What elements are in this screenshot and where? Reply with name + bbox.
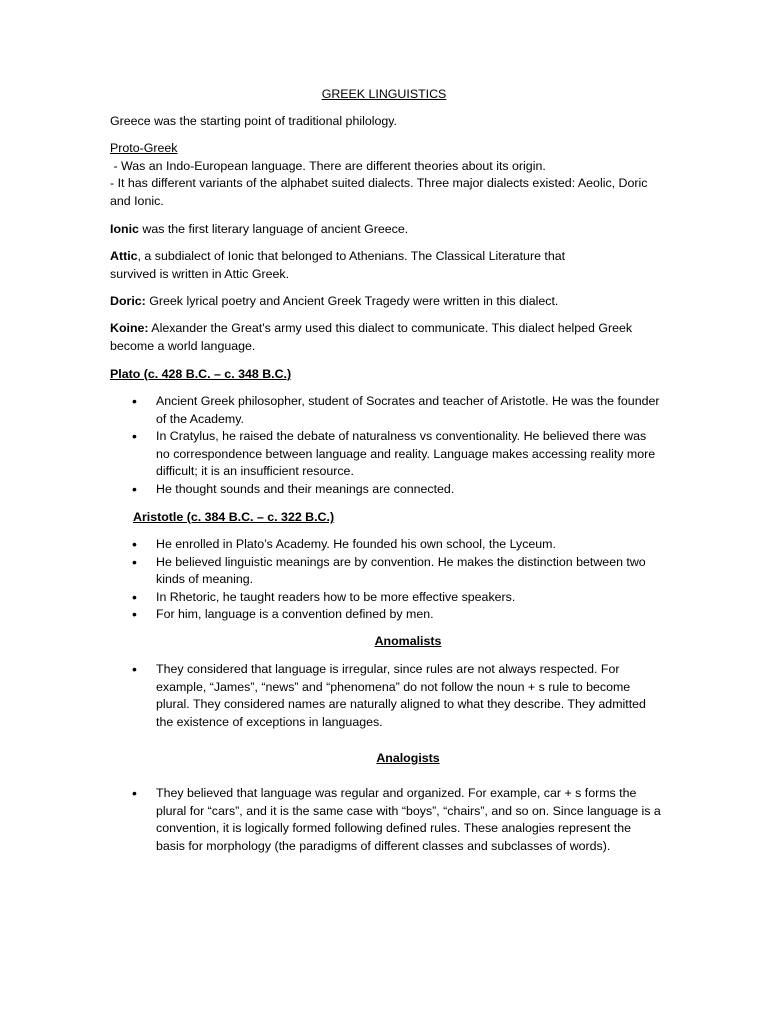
list-item: • In Rhetoric, he taught readers how to be more effective speakers. [156,589,661,607]
attic-paragraph [110,248,600,283]
ionic-text: was the first literary language of ancient Greece. [138,222,409,236]
analogists-heading: Analogists [376,751,440,765]
list-item: • Ancient Greek philosopher, student of Socrates and teacher of Aristotle. He was the founder of the Academy. [156,393,661,428]
list-item: • They considered that language is irregular, since rules are not always respected. For example, “James”, “news” and “phenomena” do not follow the noun + s rule to become plural. They considered names are naturally aligned to what they describe. They admitted the existence of exceptions in languages. [156,661,661,731]
doric-text: Greek lyrical poetry and Ancient Greek Tragedy were written in this dialect. [145,294,559,308]
ionic-term: Ionic [110,222,139,236]
anomalists-heading: Anomalists [374,634,442,648]
list-item: • He thought sounds and their meanings are connected. [156,481,661,499]
aristotle-list [156,536,661,624]
proto-greek-section [110,140,670,210]
list-item: • For him, language is a convention defined by men. [156,606,661,624]
proto-greek-line-2: - It has different variants of the alphabet suited dialects. Three major dialects existed: Aeolic, Doric and Ionic. [110,176,648,208]
proto-greek-heading: Proto-Greek [110,141,178,155]
koine-term: Koine: [110,321,149,335]
list-item: • He believed linguistic meanings are by convention. He makes the distinction between two kinds of meaning. [156,554,661,589]
document-title: GREEK LINGUISTICS [321,87,447,101]
plato-list [156,393,661,499]
attic-term: Attic [110,249,138,263]
intro-paragraph: Greece was the starting point of traditional philology. [110,114,397,128]
analogists-list [156,785,661,855]
doric-paragraph [110,293,670,311]
koine-paragraph [110,320,662,355]
aristotle-heading: Aristotle (c. 384 B.C. – c. 322 B.C.) [133,510,335,524]
anomalists-list [156,661,661,731]
koine-text: Alexander the Great's army used this dialect to communicate. This dialect helped Greek become a world language. [110,321,633,353]
list-item: • He enrolled in Plato’s Academy. He founded his own school, the Lyceum. [156,536,661,554]
plato-heading: Plato (c. 428 B.C. – c. 348 B.C.) [110,367,292,381]
doric-term: Doric: [110,294,146,308]
list-item: • In Cratylus, he raised the debate of naturalness vs conventionality. He believed there was no correspondence between language and reality. Language makes accessing reality more difficult; it is an insufficient resource. [156,428,661,481]
attic-text: , a subdialect of Ionic that belonged to Athenians. The Classical Literature that survived is written in Attic Greek. [110,249,566,281]
proto-greek-line-1: - Was an Indo-European language. There are different theories about its origin. [110,158,546,173]
ionic-paragraph [110,221,670,239]
list-item: • They believed that language was regular and organized. For example, car + s forms the plural for “cars”, and it is the same case with “boys”, “chairs”, and so on. Since language is a convention, it is logically formed following defined rules. These analogies represent the basis for morphology (the paradigms of different classes and subclasses of words). [156,785,661,855]
